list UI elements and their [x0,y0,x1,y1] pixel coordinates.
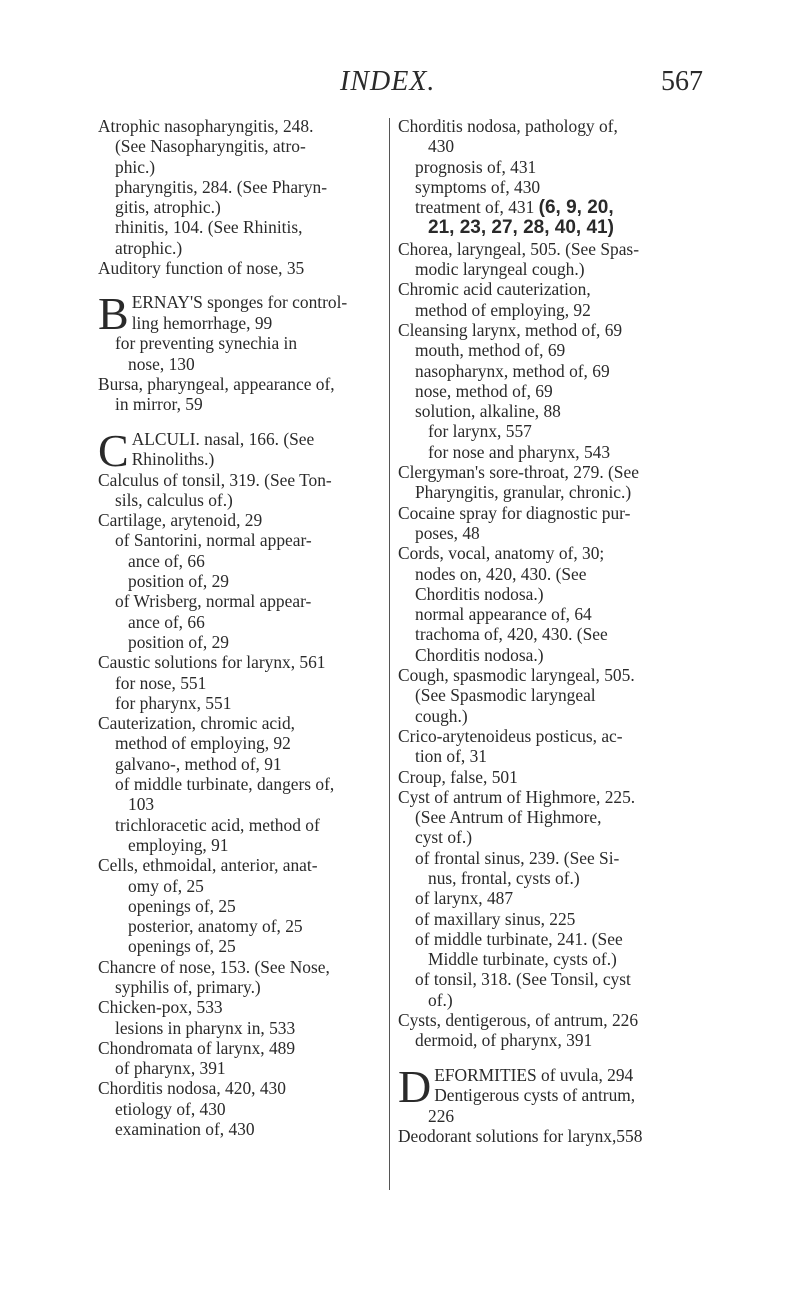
left-column [98,116,380,1139]
index-line: Crico-arytenoideus posticus, ac- [398,725,623,746]
index-line: Pharyngitis, granular, chronic.) [415,482,632,503]
index-line: for larynx, 557 [428,421,532,442]
index-line: EFORMITIES of uvula, 294 [434,1064,634,1085]
index-line: Chicken-pox, 533 [98,997,223,1018]
entry-block-chorditis [398,116,700,1051]
index-line: ALCULI. nasal, 166. (See [131,428,315,449]
index-line: Cleansing larynx, method of, 69 [398,319,623,340]
index-line: omy of, 25 [128,875,204,896]
index-line: of middle turbinate, dangers of, [115,774,335,795]
section-b [98,292,380,414]
index-line: (See Spasmodic laryngeal [415,685,596,706]
index-line: nasopharynx, method of, 69 [415,360,610,381]
index-line: ling hemorrhage, 99 [131,312,273,333]
index-line: Middle turbinate, cysts of.) [428,949,617,970]
index-line: rhinitis, 104. (See Rhinitis, [115,217,303,238]
index-line: Cyst of antrum of Highmore, 225. [398,786,636,807]
index-line: ance of, 66 [128,550,205,571]
index-line: Cartilage, arytenoid, 29 [98,510,263,531]
index-line: ance of, 66 [128,611,205,632]
index-line: examination of, 430 [115,1119,255,1140]
entry-block-atrophic [98,116,380,278]
index-line: of maxillary sinus, 225 [415,908,576,929]
reference-numbers: (6, 9, 20, [538,197,614,219]
index-line: position of, 29 [128,571,229,592]
index-line: trachoma of, 420, 430. (See [415,624,608,645]
index-line: Atrophic nasopharyngitis, 248. [98,116,314,136]
index-line: openings of, 25 [128,895,236,916]
index-line: Chorditis nodosa, 420, 430 [98,1078,286,1099]
index-line: 21, 23, 27, 28, 40, 41) [428,217,614,239]
index-line: Chorditis nodosa.) [415,583,544,604]
index-line: position of, 29 [128,631,229,652]
index-line: ERNAY'S sponges for control- [131,292,348,313]
index-line: in mirror, 59 [115,394,203,415]
index-line: posterior, anatomy of, 25 [128,916,303,937]
index-line: syphilis of, primary.) [115,976,261,997]
index-line: Cough, spasmodic laryngeal, 505. [398,665,635,686]
page-header [0,66,800,106]
index-line: Bursa, pharyngeal, appearance of, [98,373,335,394]
index-line: of Santorini, normal appear- [115,530,312,551]
index-line: (See Antrum of Highmore, [415,807,602,828]
index-line: normal appearance of, 64 [415,604,592,625]
index-line: nose, method of, 69 [415,380,553,401]
index-line: of larynx, 487 [415,888,514,909]
index-line: for pharynx, 551 [115,692,232,713]
index-line: atrophic.) [115,237,183,258]
index-line: 430 [428,136,455,157]
index-line: nus, frontal, cysts of.) [428,867,580,888]
index-line: Cysts, dentigerous, of antrum, 226 [398,1010,639,1031]
index-line: Chorea, laryngeal, 505. (See Spas- [398,238,639,259]
index-line: Rhinoliths.) [131,448,215,469]
index-line: dermoid, of pharynx, 391 [415,1030,593,1051]
index-line: pharyngitis, 284. (See Pharyn- [115,176,328,197]
index-line: of middle turbinate, 241. (See [415,928,623,949]
dropcap-c: C [98,428,129,476]
index-line [398,197,700,218]
index-line: prognosis of, 431 [415,156,537,177]
index-line: lesions in pharynx in, 533 [115,1017,296,1038]
index-line: of frontal sinus, 239. (See Si- [415,847,620,868]
index-line: mouth, method of, 69 [415,340,566,361]
index-line: tion of, 31 [415,746,487,767]
section-c [98,429,380,1140]
dropcap-b: B [98,292,129,340]
index-line: of Wrisberg, normal appear- [115,591,312,612]
index-line: galvano-, method of, 91 [115,753,282,774]
index-line: Deodorant solutions for larynx,558 [398,1125,643,1146]
running-title: INDEX. [340,66,436,97]
right-column [398,116,700,1146]
index-line: for nose, 551 [115,672,207,693]
index-line: for preventing synechia in [115,333,298,354]
index-line: Caustic solutions for larynx, 561 [98,652,326,673]
index-line: cyst of.) [415,827,472,848]
index-line: symptoms of, 430 [415,176,541,197]
index-line: Calculus of tonsil, 319. (See Ton- [98,469,332,490]
index-line: Chorditis nodosa.) [415,644,544,665]
dropcap-d: D [398,1064,432,1112]
index-line: trichloracetic acid, method of [115,814,320,835]
index-line: cough.) [415,705,468,726]
index-line: sils, calculus of.) [115,489,233,510]
index-line: 103 [128,794,155,815]
index-line: solution, alkaline, 88 [415,401,561,422]
index-line: of pharynx, 391 [115,1058,226,1079]
index-line: for nose and pharynx, 543 [428,441,611,462]
index-line: Cells, ethmoidal, anterior, anat- [98,855,318,876]
index-line: modic laryngeal cough.) [415,259,585,280]
index-line: Auditory function of nose, 35 [98,258,305,279]
index-line: Dentigerous cysts of antrum, [434,1084,636,1105]
index-line: poses, 48 [415,522,480,543]
index-line: (See Nasopharyngitis, atro- [115,136,306,157]
index-line: method of employing, 92 [115,733,291,754]
index-line: etiology of, 430 [115,1098,226,1119]
index-line: Chondromata of larynx, 489 [98,1037,296,1058]
index-line: Cords, vocal, anatomy of, 30; [398,543,605,564]
index-line: Cocaine spray for diagnostic pur- [398,502,631,523]
index-line: of.) [428,989,453,1010]
index-line: 226 [428,1105,455,1126]
section-d [398,1065,700,1147]
index-line: gitis, atrophic.) [115,197,221,218]
index-line: nodes on, 420, 430. (See [415,563,587,584]
page-number: 567 [661,66,703,97]
index-line: Clergyman's sore-throat, 279. (See [398,462,639,483]
index-line: Chorditis nodosa, pathology of, [398,116,618,136]
index-line: employing, 91 [128,834,229,855]
index-line: openings of, 25 [128,936,236,957]
index-line: method of employing, 92 [415,299,591,320]
index-line: phic.) [115,156,156,177]
index-line: Cauterization, chromic acid, [98,713,296,734]
index-line: Croup, false, 501 [398,766,518,787]
index-line: nose, 130 [128,353,195,374]
index-line-text: treatment of, 431 (6, 9, 20, [415,197,614,219]
column-divider [389,118,390,1190]
index-line: of tonsil, 318. (See Tonsil, cyst [415,969,631,990]
index-line: Chancre of nose, 153. (See Nose, [98,956,330,977]
index-line: Chromic acid cauterization, [398,279,591,300]
